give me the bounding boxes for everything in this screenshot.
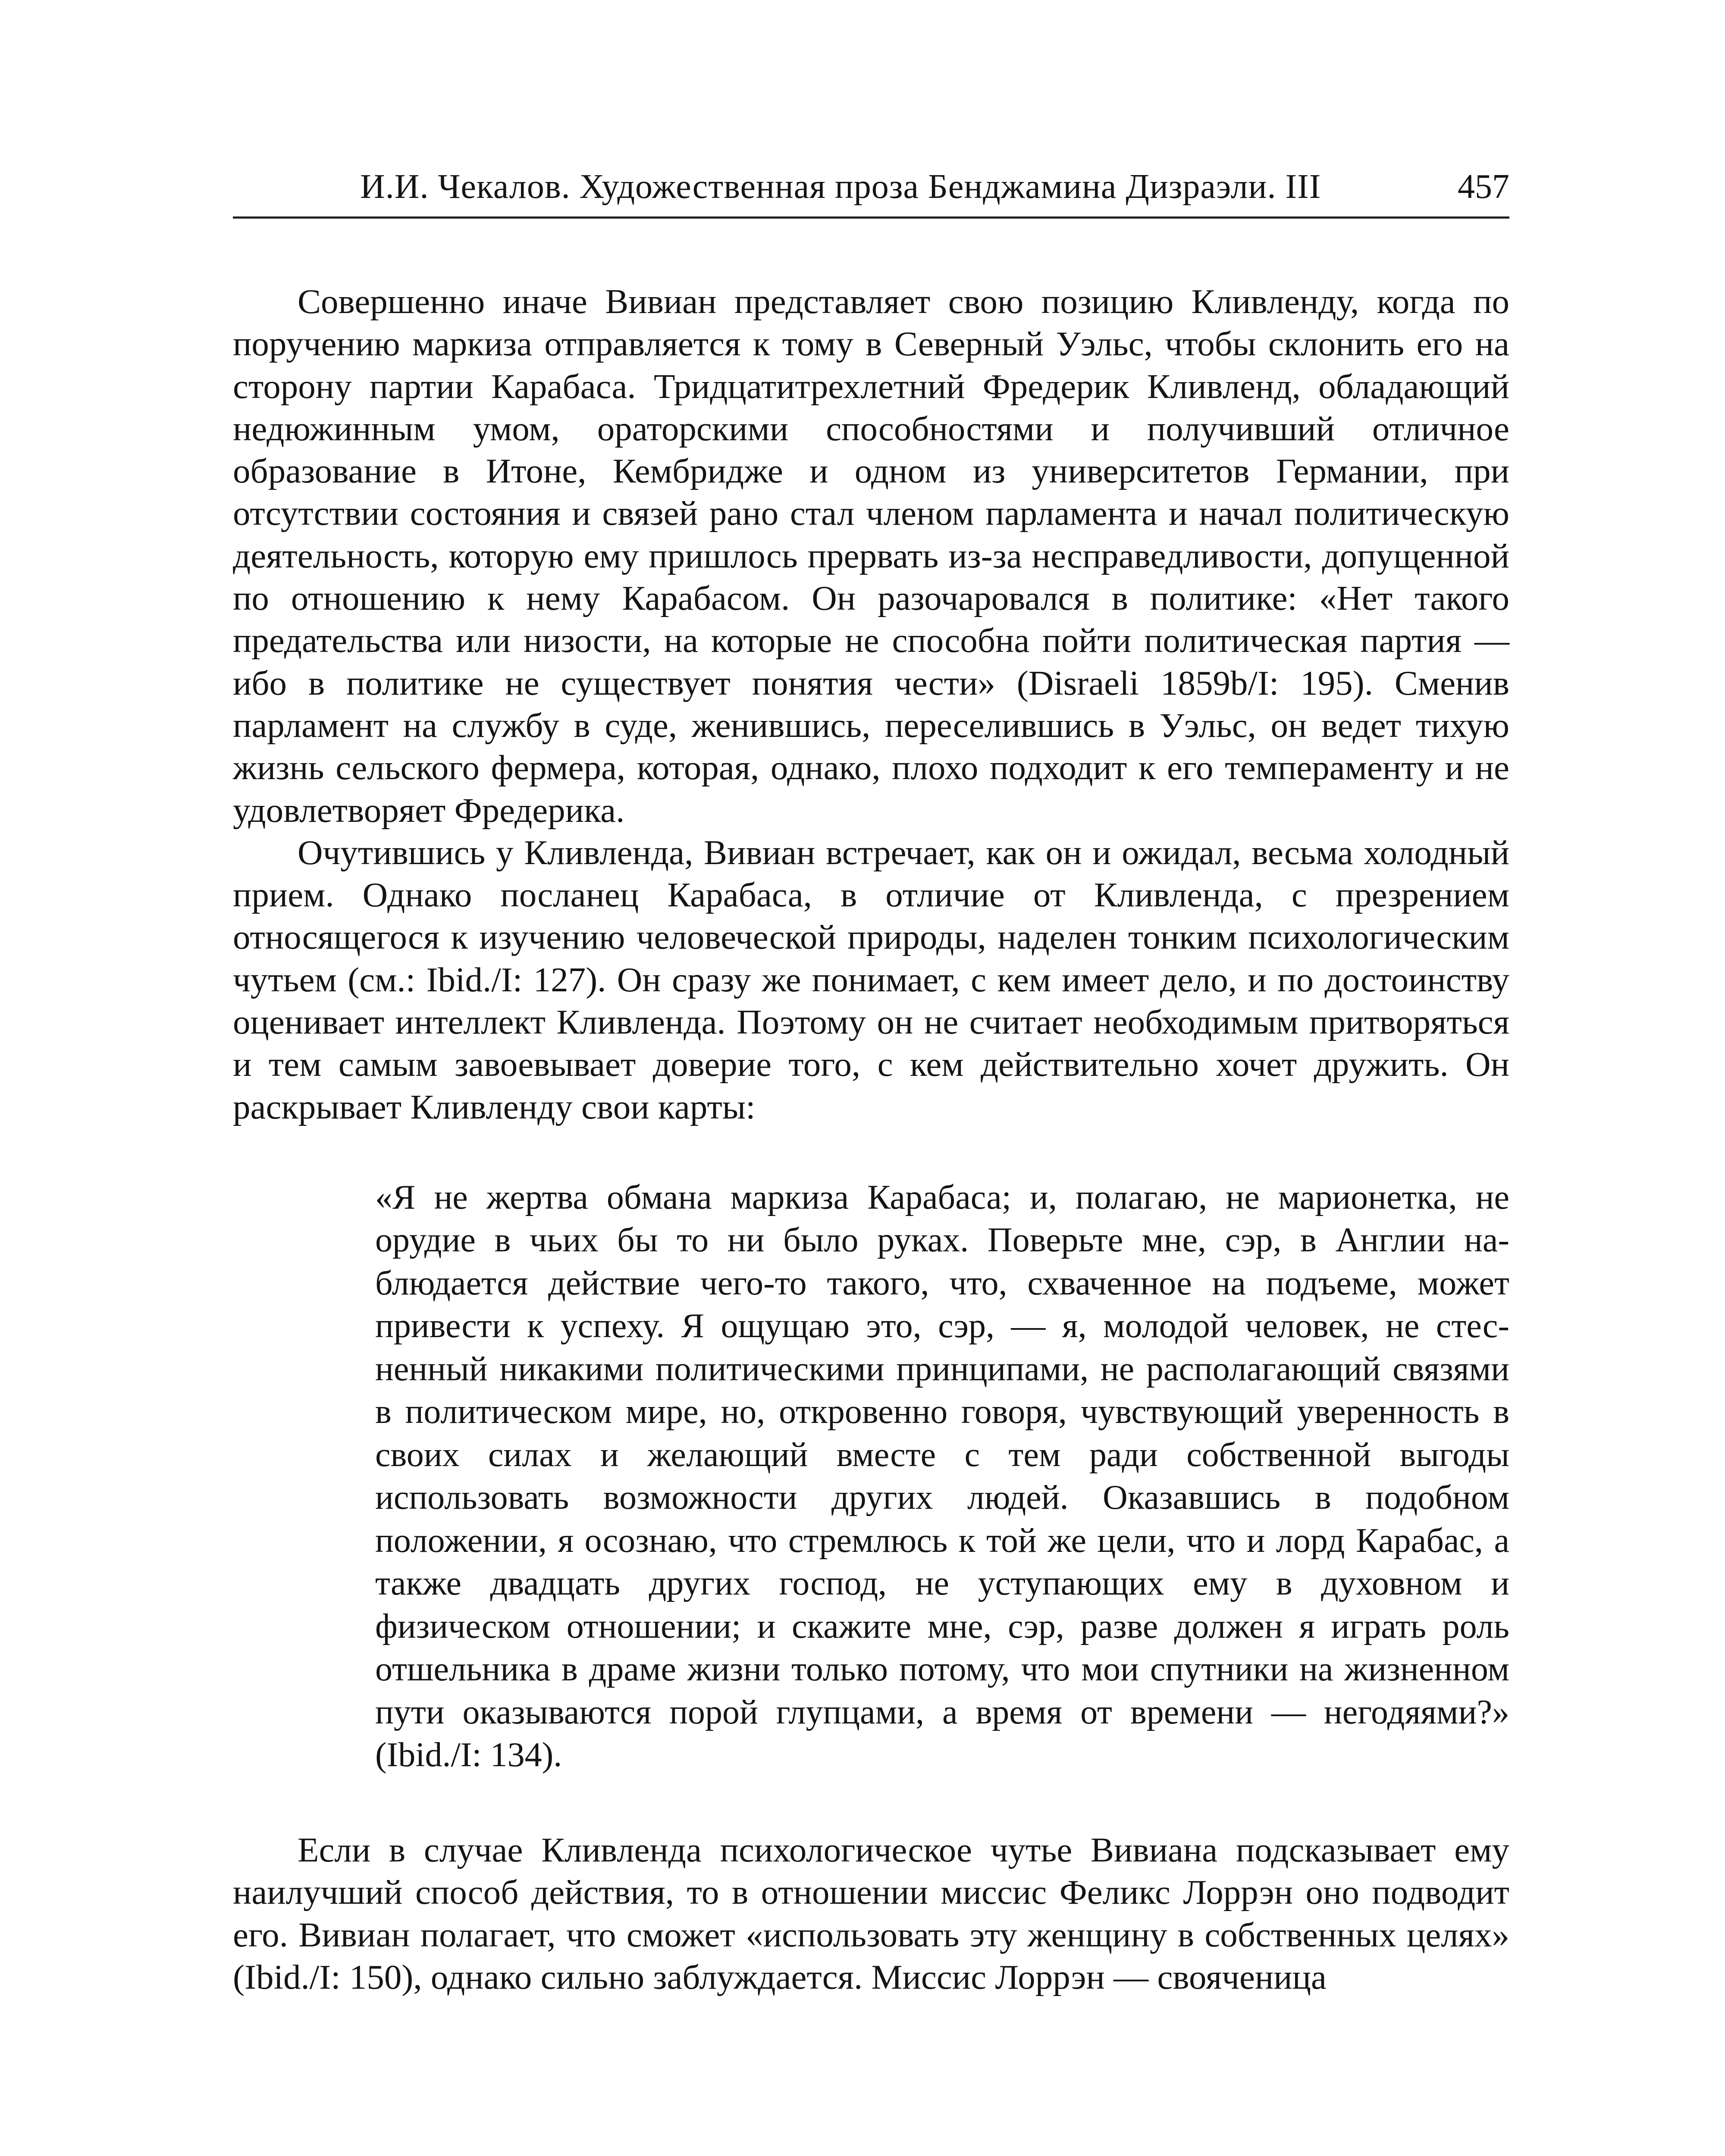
page-number: 457: [1458, 168, 1509, 206]
body-text: [233, 280, 1509, 1998]
paragraph: Если в случае Кливленда психологическое чутье Вивиана подсказывает ему наилучший способ действия, то в отношении миссис Феликс Лоррэн оно подводит его. Вивиан полагает, что сможет «использовать эту женщину в собственных целях» (Ibid./I: 150), однако сильно заблуждается. Миссис Лоррэн — свояченица: [233, 1830, 1509, 1996]
paragraph: Очутившись у Кливленда, Вивиан встречает, как он и ожидал, весьма холодный прием. Однако посланец Карабаса, в отличие от Кливленда, с презрением относящегося к изучению человеческой природы, наделен тонким психологическим чутьем (см.: Ibid./I: 127). Он сразу же понимает, с кем имеет дело, и по достоинству оценивает интеллект Кливленда. Поэтому он не считает необходимым притворяться и тем самым завоевывает доверие того, с кем действительно хочет дружить. Он раскрывает Кливленду свои карты:: [233, 833, 1509, 1126]
quote-text: «Я не жертва обмана маркиза Карабаса; и, полагаю, не марионетка, не орудие в чьих бы то ни было руках. Поверьте мне, сэр, в Англии наблюдается действие чего-то такого, что, схваченное на подъеме, может привести к успеху. Я ощущаю это, сэр, — я, молодой человек, не стесненный никакими политическими принципами, не располагающий связями в политическом мире, но, откровенно говоря, чувствующий уверенность в своих силах и желающий вместе с тем ради собственной выгоды использовать возможности других людей. Оказавшись в подобном положении, я осознаю, что стремлюсь к той же цели, что и лорд Карабас, а также двадцать других господ, не уступающих ему в духовном и физическом отношении; и скажите мне, сэр, разве должен я играть роль отшельника в драме жизни только потому, что мои спутники на жизненном пути оказываются порой глупцами, а время от времени — негодяями?» (Ibid./I: 134).: [375, 1178, 1509, 1774]
page-header: [233, 163, 1509, 219]
block-quote: [375, 1176, 1509, 1777]
header-rule: [233, 216, 1509, 219]
running-title: И.И. Чекалов. Художественная проза Бенджамина Дизраэли. III: [360, 168, 1321, 206]
paragraph: Совершенно иначе Вивиан представляет свою позицию Кливленду, когда по поручению маркиза отправляется к тому в Северный Уэльс, чтобы склонить его на сторону партии Карабаса. Тридцатитрехлетний Фредерик Кливленд, обладающий недюжинным умом, ораторскими способностями и получивший отличное образование в Итоне, Кембридже и одном из университетов Германии, при отсутствии состояния и связей рано стал членом парламента и начал политическую деятельность, которую ему пришлось прервать из-за несправедливости, допущенной по отношению к нему Карабасом. Он разочаровался в политике: «Нет такого предательства или низости, на которые не способна пойти политическая партия — ибо в политике не существует понятия чести» (Disraeli 1859b/I: 195). Сменив парламент на службу в суде, женившись, переселившись в Уэльс, он ведет тихую жизнь сельского фермера, которая, однако, плохо подходит к его темпераменту и не удовлетворяет Фредерика.: [233, 282, 1509, 830]
